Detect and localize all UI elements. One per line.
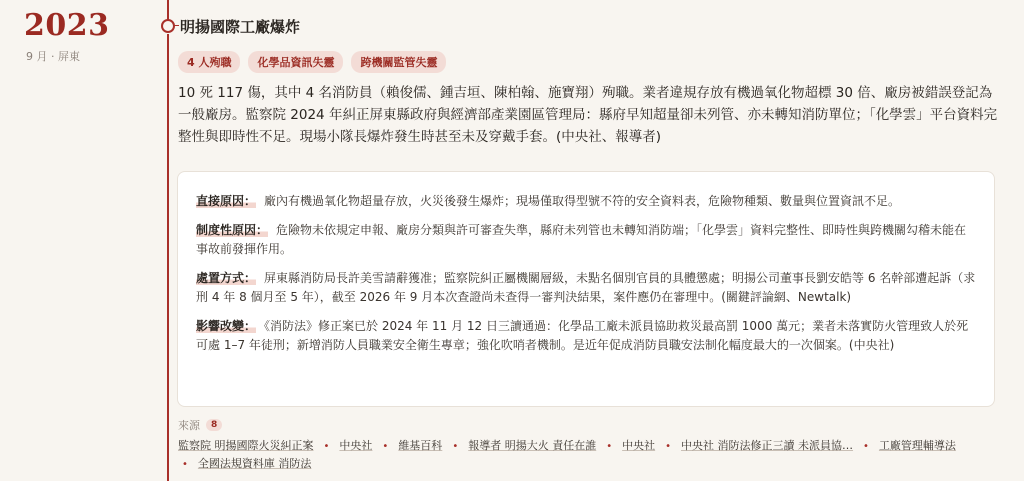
timeline-tick (173, 25, 179, 26)
detail-label: 處置方式： (196, 271, 257, 285)
detail-label: 直接原因： (196, 194, 257, 208)
source-link[interactable]: 中央社 消防法修正三讀 未派員協… (681, 439, 854, 452)
sources-label: 來源 (178, 419, 200, 432)
detail-text: 《消防法》修正案已於 2024 年 11 月 12 日三讀通過：化學品工廠未派員協助救災最高罰 1000 萬元；業者未落實防火管理致人於死可處 1–7 年徒刑；新增消防人員職業安全衛生專章；強化吹哨者機制。是近年促成消防員職安法制化幅度最大的一次個案。(中央社) (196, 319, 969, 352)
source-link[interactable]: 監察院 明揚國際火災糾正案 (178, 439, 314, 452)
separator-icon: • (323, 441, 330, 452)
detail-text: 危險物未依規定申報、廠房分類與許可審查失準，縣府未列管也未轉知消防端；「化學雲」資料完整性、即時性與跨機關勾稽未能在事故前發揮作用。 (196, 223, 967, 256)
sources-count-badge: 8 (206, 419, 222, 431)
event-title: 明揚國際工廠爆炸 (180, 18, 301, 36)
source-link[interactable]: 中央社 (622, 439, 656, 452)
source-link[interactable]: 全國法規資料庫 消防法 (197, 457, 312, 470)
separator-icon: • (665, 441, 672, 452)
timeline-line (167, 34, 169, 481)
detail-row-impact (196, 317, 976, 355)
detail-text: 廠內有機過氧化物超量存放，火災後發生爆炸；現場僅取得型號不符的安全資料表，危險物種類、數量與位置資訊不足。 (264, 194, 901, 208)
detail-label: 制度性原因： (196, 223, 269, 237)
tag-badge: 跨機關監管失靈 (351, 51, 446, 73)
event-summary: 10 死 117 傷，其中 4 名消防員（賴俊儒、鍾吉垣、陳柏翰、施寶翔）殉職。業者違規存放有機過氧化物超標 30 倍、廠房被錯誤登記為一般廠房。監察院 2024 年糾正屏東縣政府與經濟部產業園區管理局：縣府早知超量卻未列管、亦未轉知消防單位；「化學雲」平台資料完整性與即時性不足。現場小隊長爆炸發生時甚至未及穿戴手套。(中央社、報導者) (178, 85, 998, 145)
separator-icon: • (382, 441, 389, 452)
detail-row-direct-cause (196, 192, 976, 211)
detail-panel (177, 171, 995, 407)
separator-icon: • (182, 459, 188, 470)
source-link[interactable]: 工廠管理輔導法 (878, 439, 956, 452)
event-meta: 9 月 · 屏東 (26, 50, 80, 63)
tag-badge: 4 人殉職 (178, 51, 240, 73)
timeline-line-top (167, 0, 169, 20)
sources-header (178, 417, 222, 433)
separator-icon: • (863, 441, 869, 452)
source-list (178, 437, 998, 473)
source-link[interactable]: 中央社 (339, 439, 373, 452)
detail-row-systemic-cause (196, 221, 976, 259)
detail-label: 影響改變： (196, 319, 257, 333)
source-link[interactable]: 報導者 明揚大火 責任在誰 (468, 439, 597, 452)
tag-list (178, 51, 446, 73)
tag-badge: 化學品資訊失靈 (248, 51, 343, 73)
separator-icon: • (452, 441, 459, 452)
year-heading: 2023 (24, 8, 110, 43)
timeline-dot (161, 19, 175, 33)
separator-icon: • (606, 441, 613, 452)
source-link[interactable]: 維基百科 (398, 439, 443, 452)
detail-text: 屏東縣消防局長許美雪請辭獲准；監察院糾正屬機關層級，未點名個別官員的具體懲處；明揚公司董事長劉安皓等 6 名幹部遭起訴（求刑 4 年 8 個月至 5 年），截至 2026 年 9 月本次查證尚未查得一審判決結果，案件應仍在審理中。(關鍵評論網、Newtalk) (196, 271, 976, 304)
detail-row-handling (196, 269, 976, 307)
